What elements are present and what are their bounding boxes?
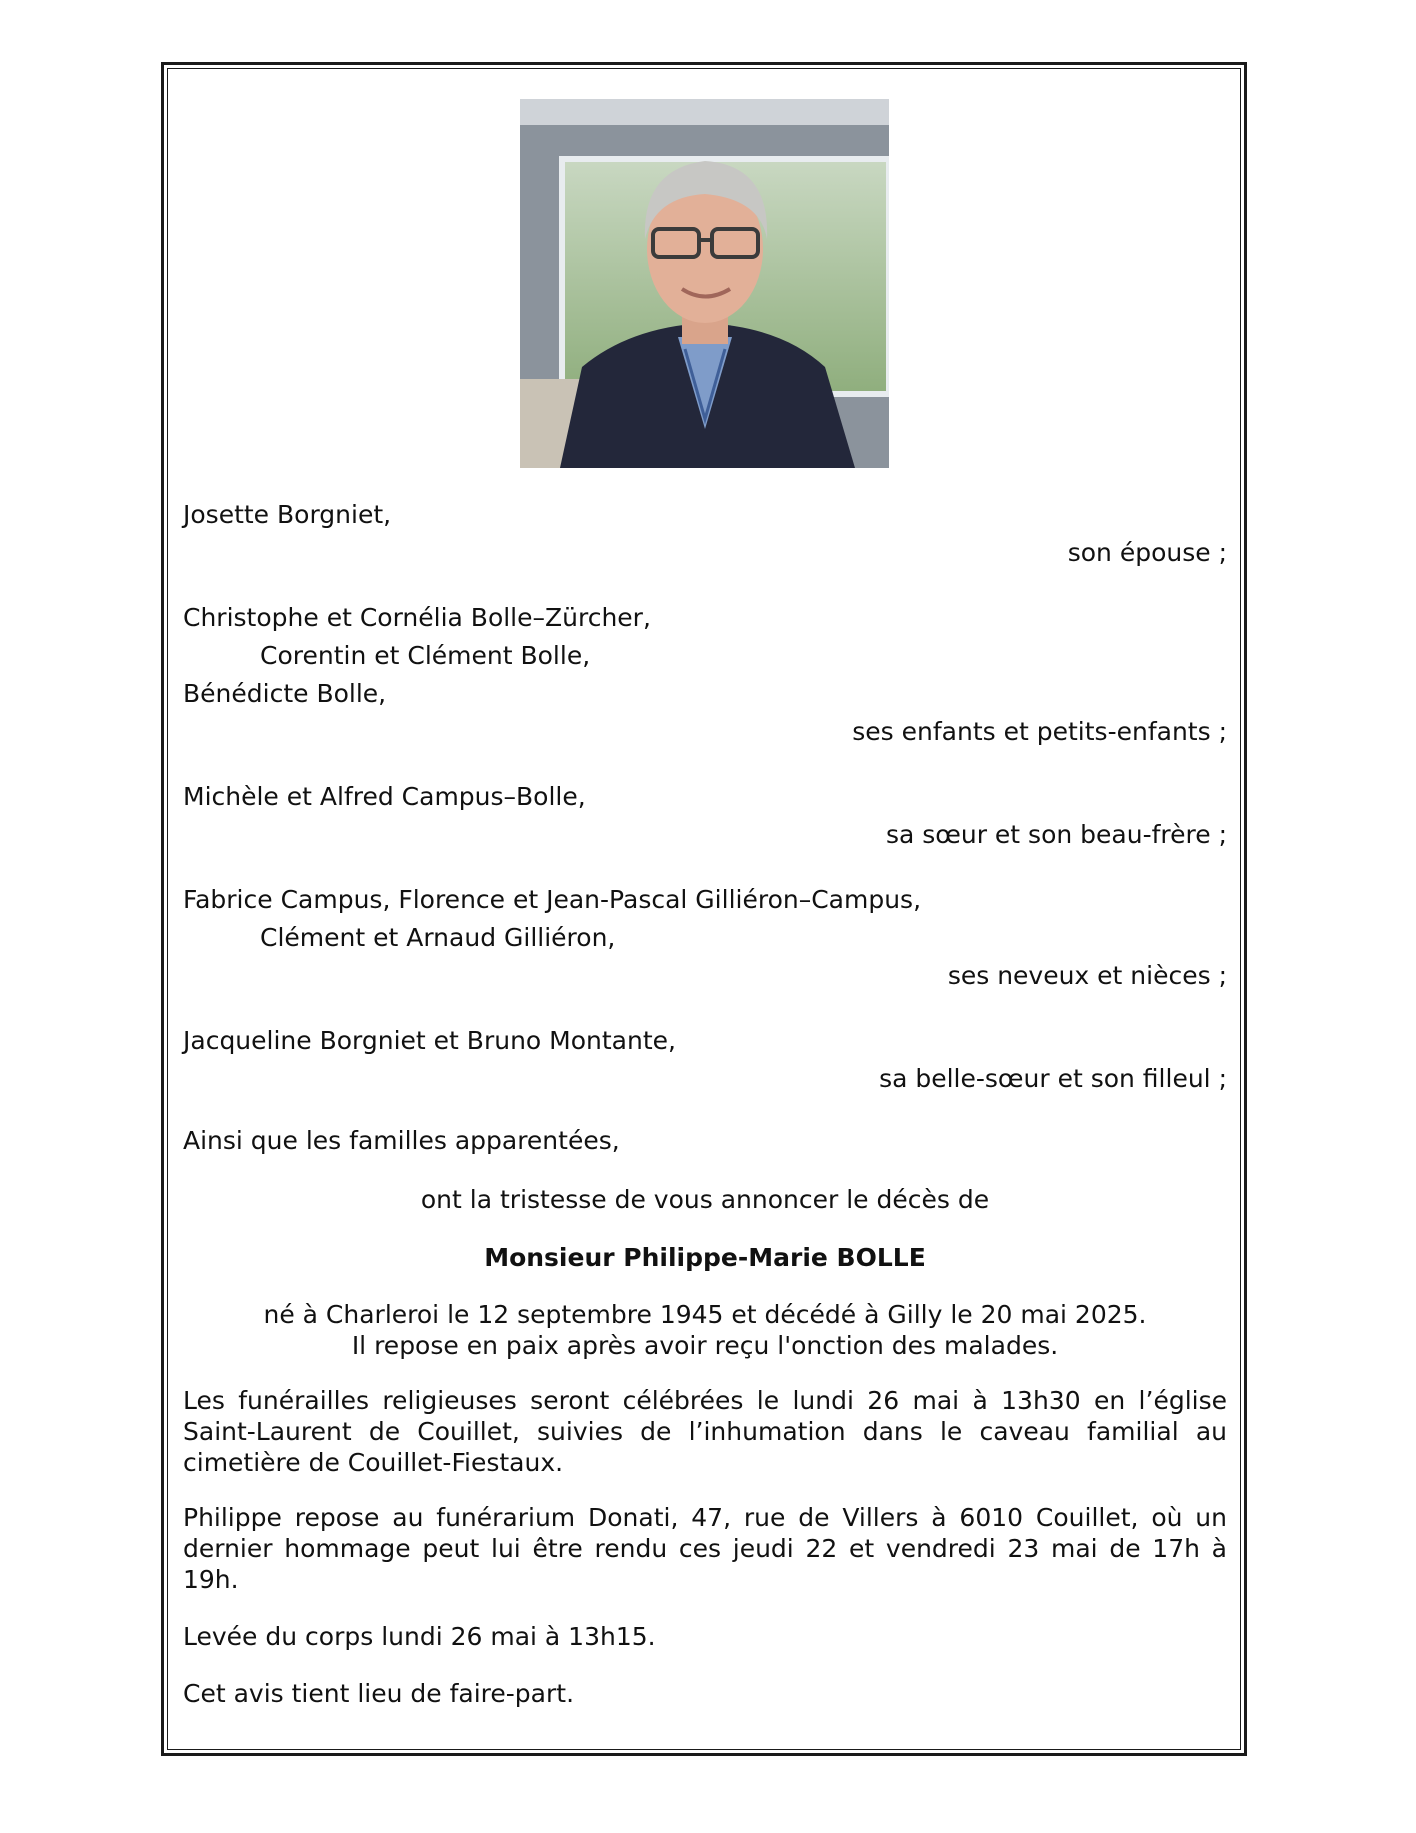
closing-line: Cet avis tient lieu de faire-part. xyxy=(183,1679,575,1708)
announcement-line: ont la tristesse de vous annoncer le décès de xyxy=(420,1185,990,1214)
family-group xyxy=(183,1022,1227,1098)
obituary-text xyxy=(183,496,1227,1709)
family-group xyxy=(183,599,1227,751)
family-member-line: Josette Borgniet, xyxy=(183,500,392,529)
relation-line: sa belle-sœur et son filleul ; xyxy=(879,1064,1227,1093)
dates-block xyxy=(183,1299,1227,1361)
family-member-line: Corentin et Clément Bolle, xyxy=(260,641,591,670)
portrait-icon xyxy=(520,99,889,468)
family-group xyxy=(183,778,1227,854)
family-member-line: Christophe et Cornélia Bolle–Zürcher, xyxy=(183,603,651,632)
levee-line: Levée du corps lundi 26 mai à 13h15. xyxy=(183,1622,656,1651)
funerarium-paragraph: Philippe repose au funérarium Donati, 47, rue de Villers à 6010 Couillet, où un dernier hommage peut lui être rendu ces jeudi 22 et vendredi 23 mai de 17h à 19h. xyxy=(183,1503,1227,1594)
relation-line: ses enfants et petits-enfants ; xyxy=(852,717,1227,746)
family-member-line: Fabrice Campus, Florence et Jean-Pascal Gilliéron–Campus, xyxy=(183,885,922,914)
rest-line: Il repose en paix après avoir reçu l'onction des malades. xyxy=(351,1331,1059,1360)
relation-line: sa sœur et son beau-frère ; xyxy=(885,820,1227,849)
relation-line: son épouse ; xyxy=(1067,538,1227,567)
family-member-line: Bénédicte Bolle, xyxy=(183,679,387,708)
family-list xyxy=(183,496,1227,1098)
family-member-line: Jacqueline Borgniet et Bruno Montante, xyxy=(183,1026,676,1055)
family-group xyxy=(183,881,1227,995)
funeral-paragraph: Les funérailles religieuses seront célébrées le lundi 26 mai à 13h30 en l’église Saint-Laurent de Couillet, suivies de l’inhumation dans le caveau familial au cimetière de Couillet-Fiestaux. xyxy=(183,1386,1227,1477)
deceased-name: Monsieur Philippe-Marie BOLLE xyxy=(484,1243,926,1272)
birth-death-line: né à Charleroi le 12 septembre 1945 et décédé à Gilly le 20 mai 2025. xyxy=(263,1300,1147,1329)
portrait-photo xyxy=(520,99,889,468)
family-member-line: Clément et Arnaud Gilliéron, xyxy=(260,923,616,952)
families-line: Ainsi que les familles apparentées, xyxy=(183,1126,620,1155)
family-group xyxy=(183,496,1227,572)
relation-line: ses neveux et nièces ; xyxy=(947,961,1227,990)
family-member-line: Michèle et Alfred Campus–Bolle, xyxy=(183,782,586,811)
